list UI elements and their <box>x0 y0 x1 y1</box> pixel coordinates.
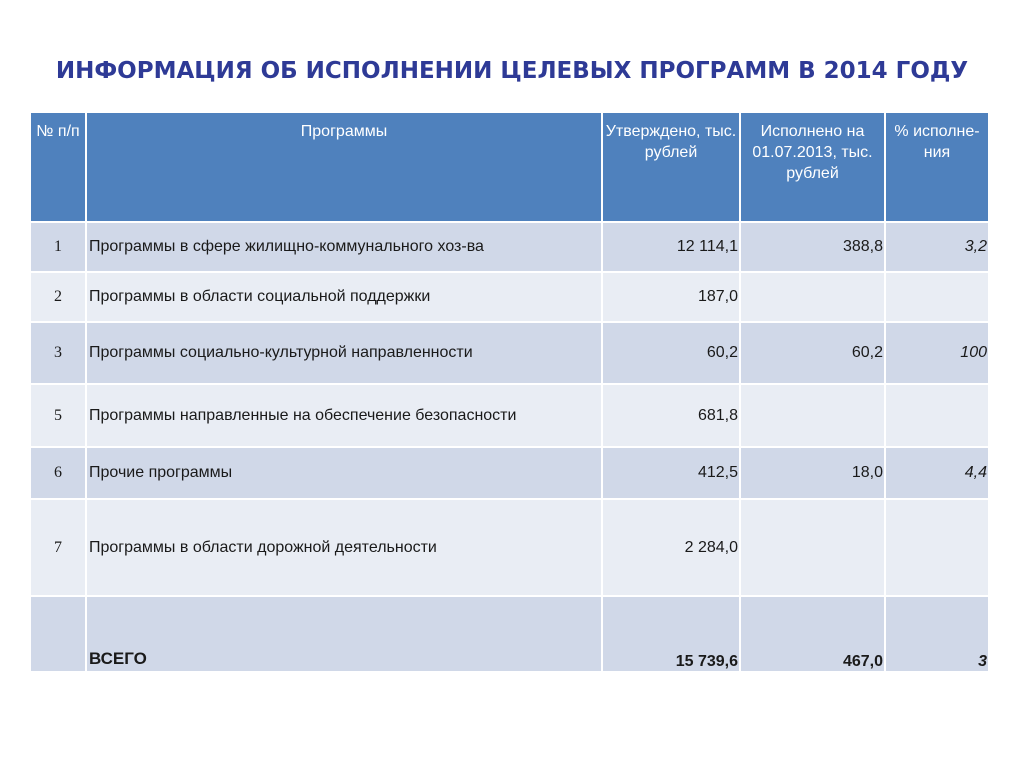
row-program: Программы в области социальной поддержки <box>86 272 602 322</box>
header-approved: Утверждено, тыс. рублей <box>602 112 740 222</box>
row-executed: 18,0 <box>740 447 885 499</box>
row-program: Программы направленные на обеспечение безопасности <box>86 384 602 447</box>
total-label: ВСЕГО <box>86 596 602 672</box>
table-row <box>30 272 989 322</box>
total-row <box>30 596 989 672</box>
row-percent <box>885 384 989 447</box>
row-program: Программы в сфере жилищно-коммунального хоз-ва <box>86 222 602 272</box>
header-num: № п/п <box>30 112 86 222</box>
row-num: 1 <box>30 222 86 272</box>
total-percent: 3 <box>885 596 989 672</box>
table-row <box>30 499 989 596</box>
header-percent: % исполне-ния <box>885 112 989 222</box>
row-executed <box>740 384 885 447</box>
row-num: 6 <box>30 447 86 499</box>
row-percent <box>885 272 989 322</box>
total-executed: 467,0 <box>740 596 885 672</box>
programs-table <box>29 111 990 673</box>
row-approved: 187,0 <box>602 272 740 322</box>
row-num: 5 <box>30 384 86 447</box>
row-num: 3 <box>30 322 86 384</box>
total-num-cell <box>30 596 86 672</box>
row-num: 7 <box>30 499 86 596</box>
row-approved: 2 284,0 <box>602 499 740 596</box>
row-num: 2 <box>30 272 86 322</box>
row-approved: 412,5 <box>602 447 740 499</box>
row-percent <box>885 499 989 596</box>
row-executed <box>740 272 885 322</box>
page-title: ИНФОРМАЦИЯ ОБ ИСПОЛНЕНИИ ЦЕЛЕВЫХ ПРОГРАММ В 2014 ГОДУ <box>55 58 969 84</box>
row-executed: 60,2 <box>740 322 885 384</box>
row-program: Программы социально-культурной направленности <box>86 322 602 384</box>
table-row <box>30 447 989 499</box>
row-approved: 681,8 <box>602 384 740 447</box>
row-program: Программы в области дорожной деятельности <box>86 499 602 596</box>
header-program: Программы <box>86 112 602 222</box>
row-executed: 388,8 <box>740 222 885 272</box>
row-program: Прочие программы <box>86 447 602 499</box>
table-row <box>30 222 989 272</box>
row-executed <box>740 499 885 596</box>
header-executed: Исполнено на 01.07.2013, тыс. рублей <box>740 112 885 222</box>
total-approved: 15 739,6 <box>602 596 740 672</box>
row-approved: 60,2 <box>602 322 740 384</box>
row-percent: 100 <box>885 322 989 384</box>
table-header-row <box>30 112 989 222</box>
table-row <box>30 322 989 384</box>
row-percent: 4,4 <box>885 447 989 499</box>
row-approved: 12 114,1 <box>602 222 740 272</box>
table-row <box>30 384 989 447</box>
row-percent: 3,2 <box>885 222 989 272</box>
